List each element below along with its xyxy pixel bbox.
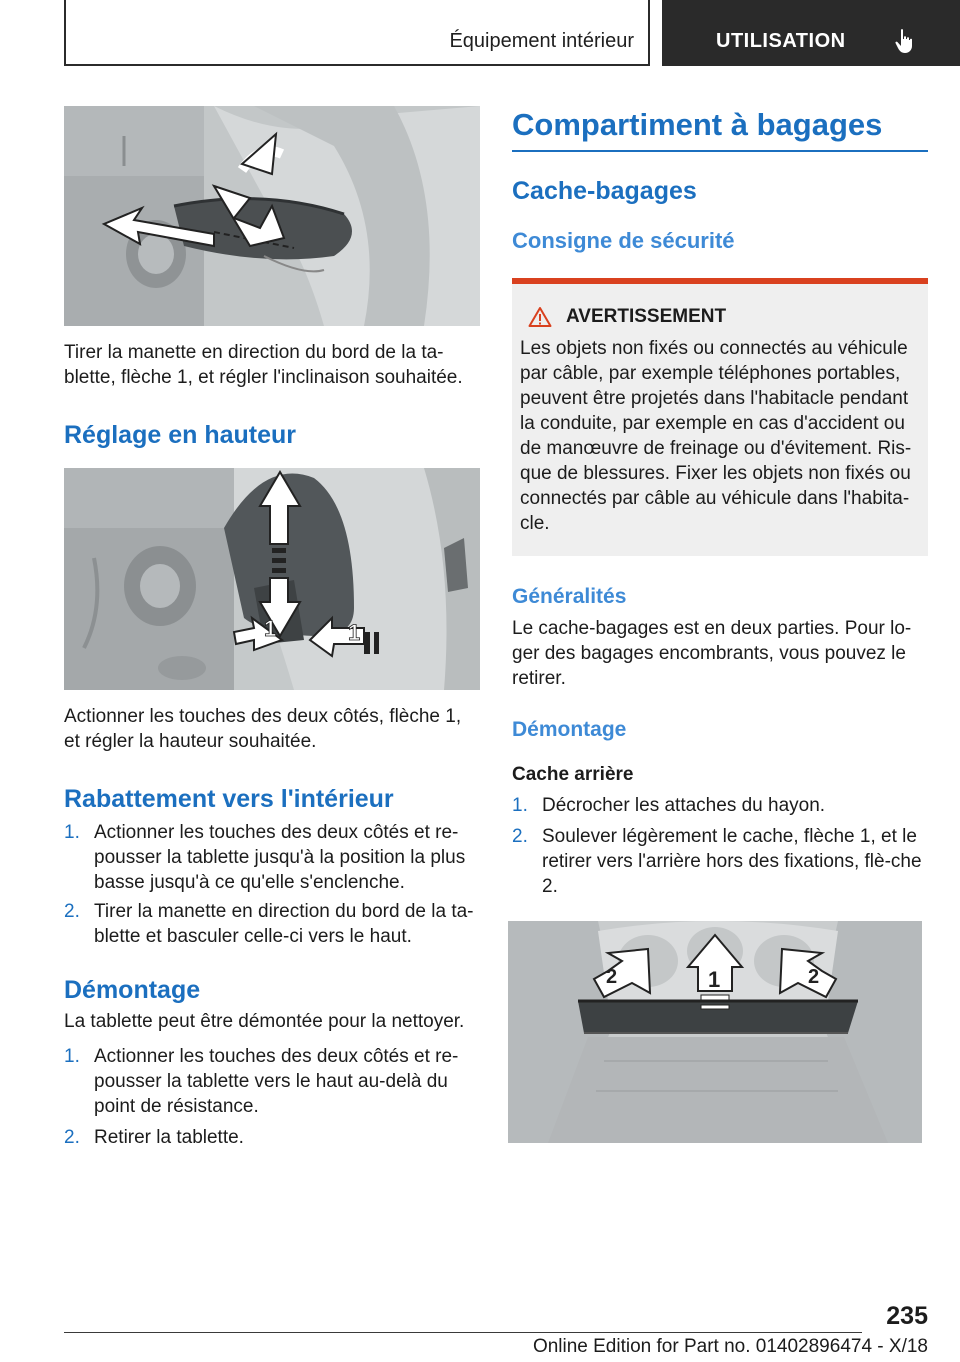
removal-intro: La tablette peut être démontée pour la nettoyer. [64, 1011, 465, 1032]
heading-safety-notice: Consigne de sécurité [512, 228, 735, 253]
heading-removal-left: Démontage [64, 976, 201, 1004]
warning-box [512, 278, 928, 556]
arrow-label-1-center: 1 [708, 967, 721, 992]
arrow-label-1-right: 1 [348, 620, 361, 645]
arrow-label-2-left: 2 [606, 966, 618, 988]
fold-steps-list [64, 820, 480, 949]
left-column [64, 106, 480, 1150]
chapter-title: Équipement intérieur [449, 30, 634, 52]
pointing-hand-icon [894, 28, 916, 54]
heading-fold-inward: Rabattement vers l'intérieur [64, 785, 394, 813]
warning-label: AVERTISSEMENT [566, 306, 727, 327]
armrest-tilt-caption: Tirer la manette en direction du bord de la ta-blette, flèche 1, et régler l'inclinaison souhaitée. [64, 342, 463, 388]
arrow-label-2-right: 2 [808, 966, 820, 988]
list-item: 2. Retirer la tablette. [64, 1127, 244, 1148]
armrest-height-caption: Actionner les touches des deux côtés, flèche 1, et régler la hauteur souhaitée. [64, 706, 462, 752]
list-item: 2. Soulever légèrement le cache, flèche 1, et le retirer vers l'arrière hors des fixations, flè-che 2. [512, 826, 922, 897]
page-title: Compartiment à bagages [512, 107, 883, 142]
heading-cargo-cover: Cache-bagages [512, 177, 697, 205]
title-underline [512, 150, 928, 152]
header-section-box[interactable] [662, 0, 960, 66]
right-column [512, 106, 928, 1143]
arrow-label-1-left: 1 [264, 616, 277, 641]
page-number: 235 [886, 1302, 928, 1330]
cargo-cover-photo [508, 921, 922, 1143]
footer-divider [64, 1332, 862, 1333]
heading-general: Généralités [512, 585, 627, 608]
list-item: 1. Actionner les touches des deux côtés et re-pousser la tablette vers le haut au-delà du point de résistance. [64, 1046, 459, 1117]
header-chapter-box [64, 0, 650, 66]
removal-steps-list-right [512, 793, 928, 899]
heading-height-adjustment: Réglage en hauteur [64, 421, 296, 449]
section-label: UTILISATION [716, 30, 846, 52]
heading-removal-right: Démontage [512, 718, 627, 741]
rear-cover-label: Cache arrière [512, 764, 634, 785]
footer-edition: Online Edition for Part no. 01402896474 - X/18 [532, 1336, 928, 1357]
warning-header [520, 306, 920, 328]
armrest-tilt-photo [64, 106, 480, 326]
general-text: Le cache-bagages est en deux parties. Pour lo-ger des bagages encombrants, vous pouvez le retirer. [512, 618, 912, 689]
list-item: 1. Décrocher les attaches du hayon. [512, 795, 826, 816]
list-item: 2. Tirer la manette en direction du bord de la ta-blette et basculer celle-ci vers le haut. [64, 901, 474, 947]
removal-steps-list-left [64, 1044, 480, 1150]
warning-text: Les objets non fixés ou connectés au véhicule par câble, par exemple téléphones portables, peuvent être projetés dans l'habitacle pendant la conduite, par exemple en cas d'accident ou de manœuvre de freinage ou d'évitement. Ris-que de blessures. Fixer les objets non fixés ou connectés par câble au véhicule dans l'habita-cle. [520, 338, 912, 534]
armrest-height-photo [64, 468, 480, 690]
warning-triangle-icon [528, 306, 552, 328]
list-item: 1. Actionner les touches des deux côtés et re-pousser la tablette jusqu'à la position la plus basse jusqu'à ce qu'elle s'enclenche. [64, 822, 466, 893]
